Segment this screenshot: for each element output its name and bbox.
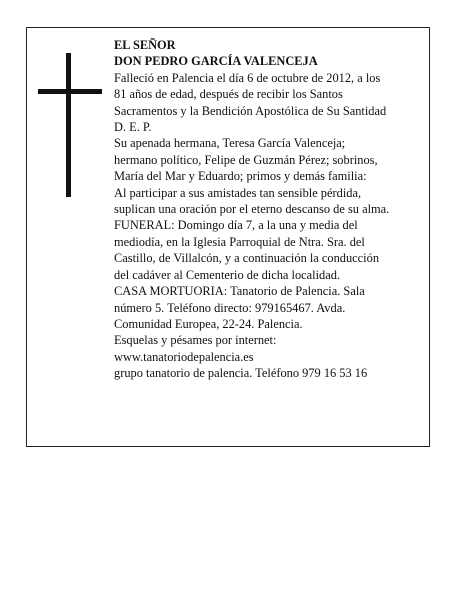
header-title: EL SEÑOR	[114, 38, 176, 52]
body-line: CASA MORTUORIA: Tanatorio de Palencia. Sala	[114, 284, 365, 299]
body-line: Al participar a sus amistades tan sensible pérdida,	[114, 185, 362, 200]
cross-vertical-bar	[66, 53, 71, 197]
body-line: Su apenada hermana, Teresa García Valenceja;	[114, 136, 346, 151]
body-line: suplican una oración por el eterno descanso de su alma.	[114, 202, 390, 217]
deceased-name: DON PEDRO GARCÍA VALENCEJA	[114, 54, 318, 69]
body-line: Falleció en Palencia el día 6 de octubre de 2012, a los	[114, 70, 381, 85]
body-line: Esquelas y pésames por internet:	[114, 333, 277, 348]
website-link[interactable]: www.tanatoriodepalencia.es	[114, 349, 254, 364]
body-line: 81 años de edad, después de recibir los Santos	[114, 87, 343, 102]
body-line: Sacramentos y la Bendición Apostólica de Su Santidad	[114, 103, 387, 118]
body-line: D. E. P.	[114, 120, 152, 135]
body-line: hermano político, Felipe de Guzmán Pérez; sobrinos,	[114, 152, 378, 167]
latin-cross-icon	[38, 53, 102, 197]
cross-horizontal-bar	[38, 89, 102, 94]
body-line: Comunidad Europea, 22-24. Palencia.	[114, 316, 303, 331]
body-line: del cadáver al Cementerio de dicha localidad.	[114, 267, 341, 282]
body-line: María del Mar y Eduardo; primos y demás familia:	[114, 169, 367, 184]
body-line: mediodía, en la Iglesia Parroquial de Ntra. Sra. del	[114, 234, 365, 249]
body-line: Castillo, de Villalcón, y a continuación la conducción	[114, 251, 380, 266]
body-line: número 5. Teléfono directo: 979165467. Avda.	[114, 300, 346, 315]
body-line: grupo tanatorio de palencia. Teléfono 979 16 53 16	[114, 366, 368, 381]
obituary-text	[114, 37, 426, 382]
body-line: FUNERAL: Domingo día 7, a la una y media del	[114, 218, 358, 233]
